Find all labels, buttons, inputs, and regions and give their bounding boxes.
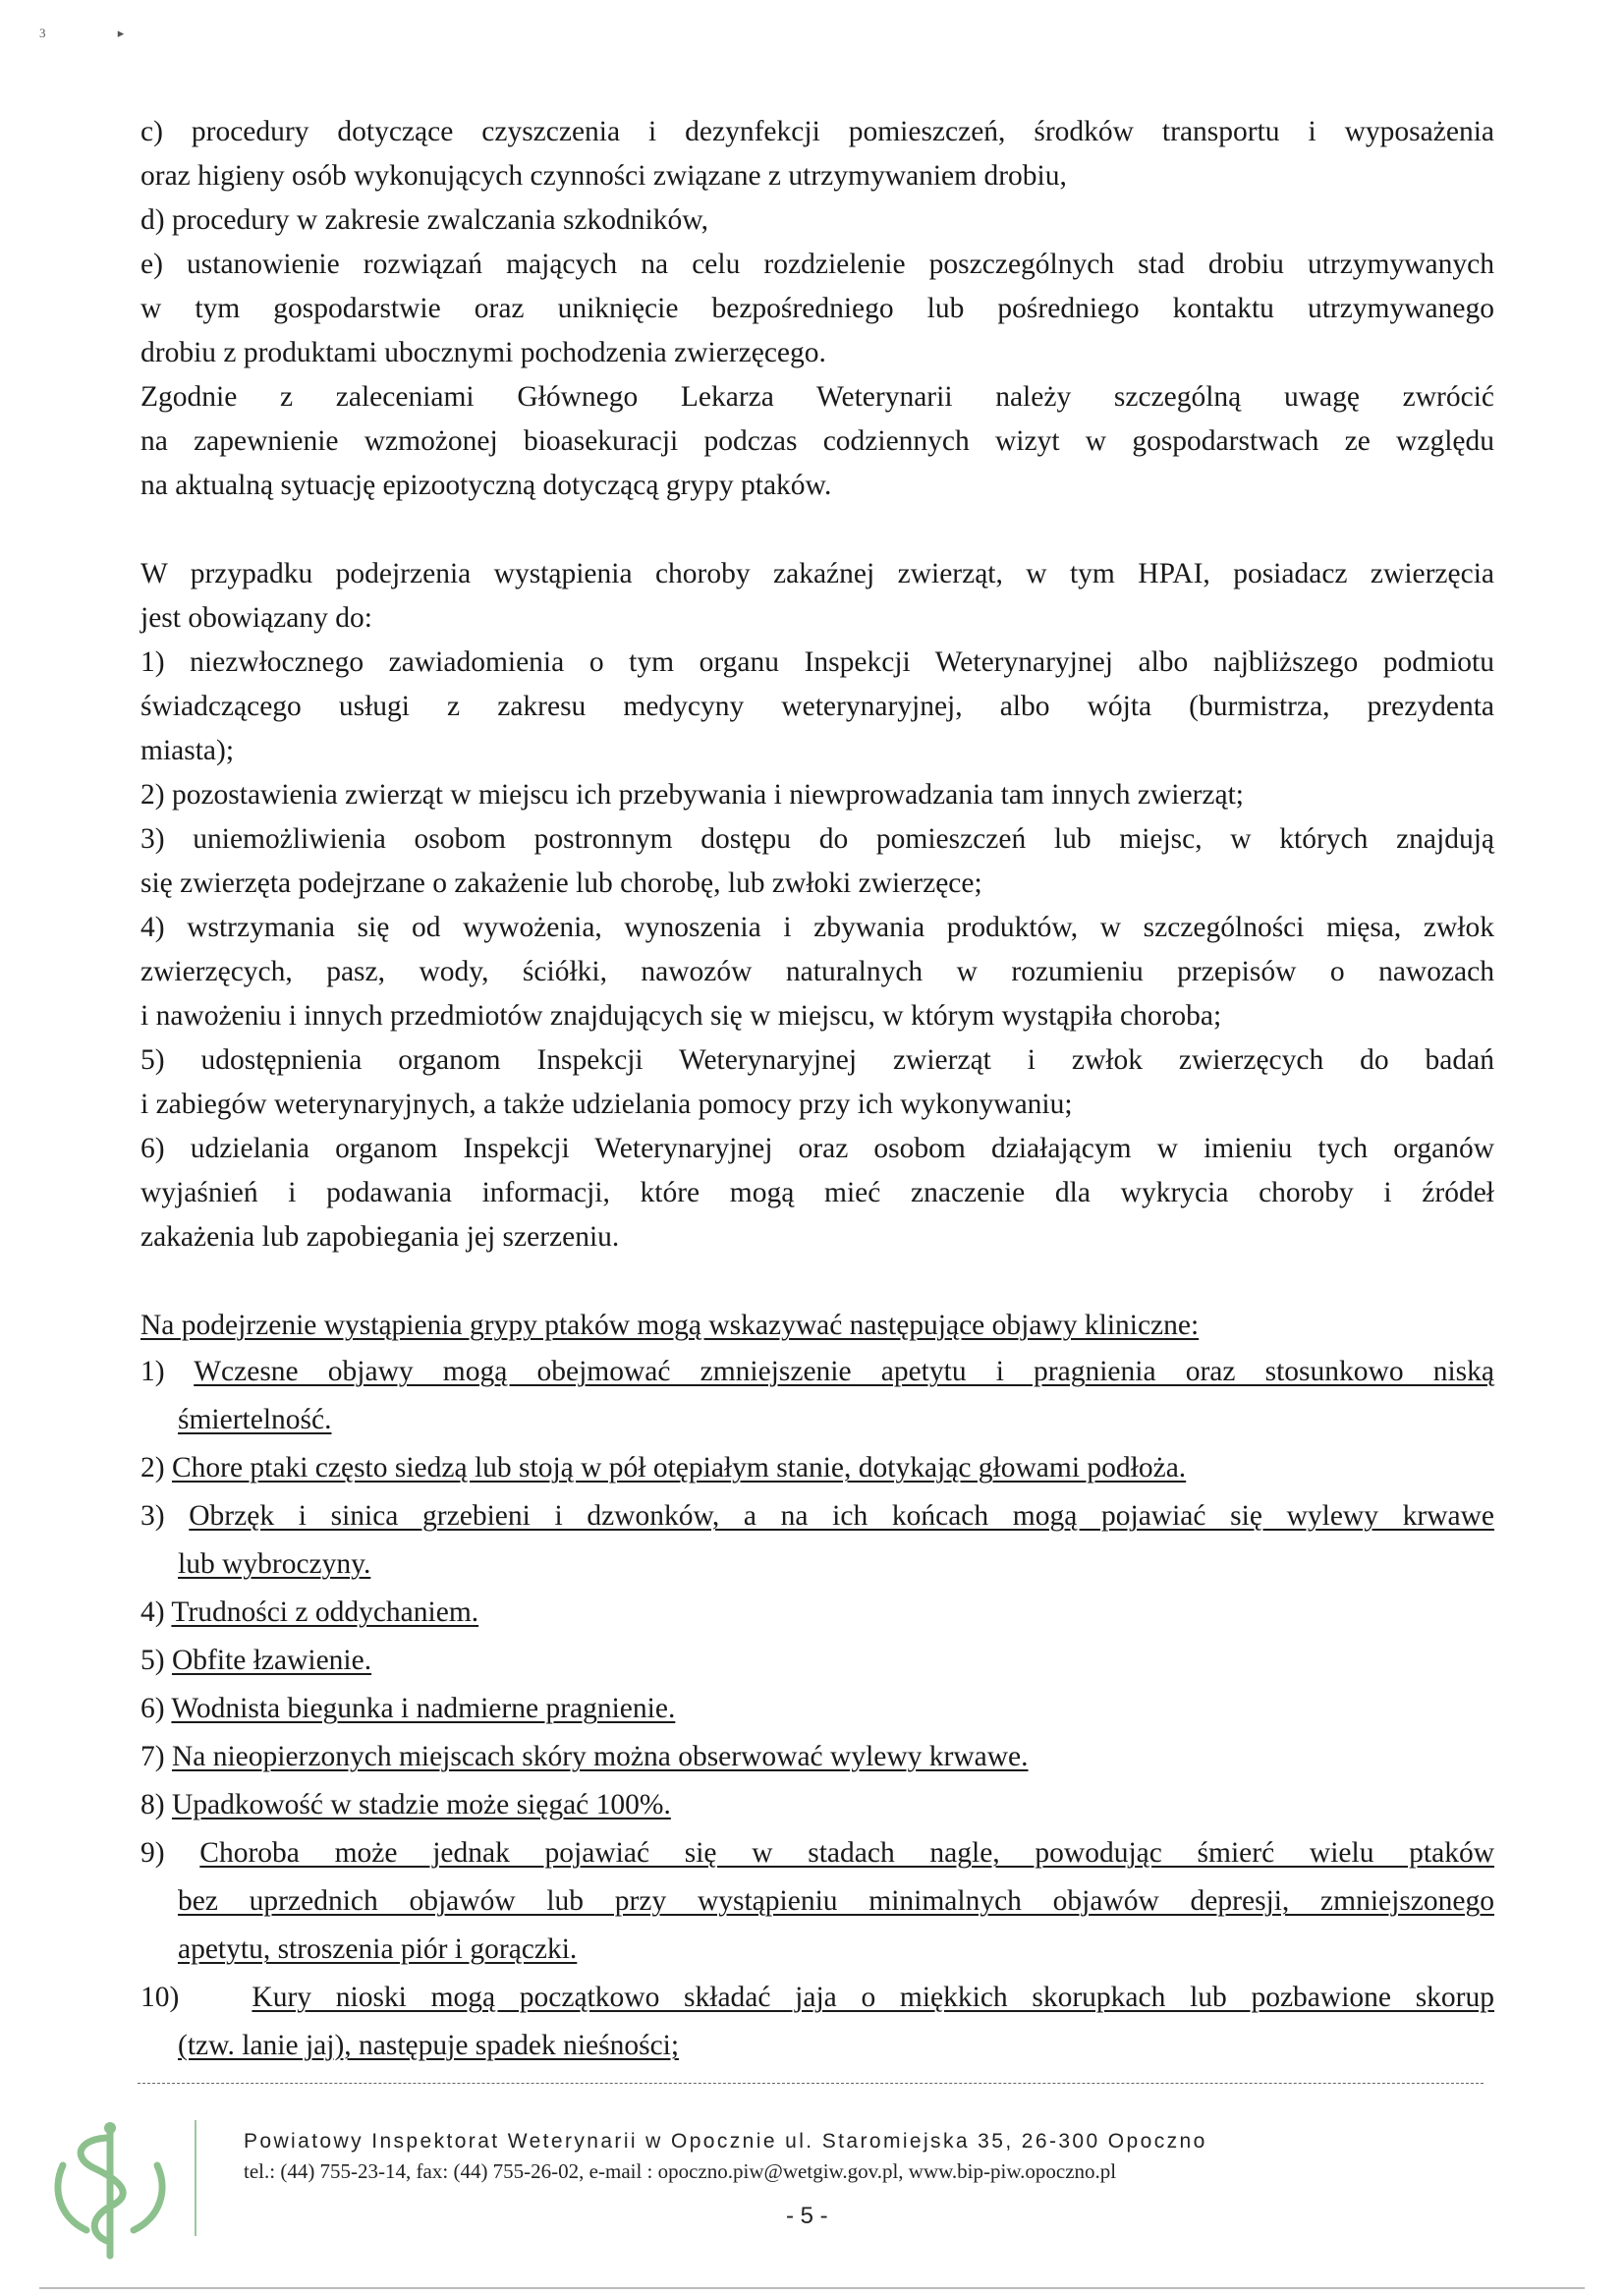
text-line: oraz higieny osób wykonujących czynności związane z utrzymywaniem drobiu, bbox=[140, 160, 1067, 192]
list-item-number: 5) bbox=[140, 1645, 165, 1676]
list-item bbox=[140, 1685, 1494, 1733]
page-number: - 5 - bbox=[786, 2203, 828, 2229]
list-item bbox=[140, 1781, 1494, 1829]
list-item-text: śmiertelność. bbox=[178, 1404, 332, 1435]
text-line: miasta); bbox=[140, 735, 235, 766]
list-item-continuation bbox=[140, 1877, 1494, 1926]
corner-mark-2: ▸ bbox=[117, 26, 125, 40]
clinical-signs-heading: Na podejrzenie wystąpienia grypy ptaków mogą wskazywać następujące objawy kliniczne: bbox=[140, 1310, 1200, 1341]
text-line: na aktualną sytuację epizootyczną dotyczącą grypy ptaków. bbox=[140, 470, 832, 501]
list-item-number: 6) bbox=[140, 1693, 165, 1724]
page-footer bbox=[0, 2081, 1624, 2295]
list-item-text: Upadkowość w stadzie może sięgać 100%. bbox=[171, 1789, 671, 1820]
list-item-continuation bbox=[140, 1396, 1494, 1444]
footer-contact: tel.: (44) 755-23-14, fax: (44) 755-26-02, e-mail : opoczno.piw@wetgiw.gov.pl, www.bip-piw.opoczno.pl bbox=[244, 2159, 1117, 2183]
page-corner-marks bbox=[39, 26, 193, 41]
list-item-text: Obrzęk i sinica grzebieni i dzwonków, a na ich końcach mogą pojawiać się wylewy krwawe bbox=[189, 1500, 1495, 1532]
text-line: na zapewnienie wzmożonej bioasekuracji podczas codziennych wizyt w gospodarstwach ze względu bbox=[140, 425, 1494, 457]
list-item-continuation bbox=[140, 1540, 1494, 1589]
text-line: w tym gospodarstwie oraz uniknięcie bezpośredniego lub pośredniego kontaktu utrzymywanego bbox=[140, 293, 1494, 324]
footer-divider bbox=[138, 2083, 1484, 2084]
list-item-continuation bbox=[140, 2022, 1494, 2070]
list-item-number: 7) bbox=[140, 1741, 165, 1772]
text-line: 4) wstrzymania się od wywożenia, wynoszenia i zbywania produktów, w szczególności mięsa, zwłok bbox=[140, 912, 1494, 943]
list-item bbox=[140, 1829, 1494, 1877]
text-line: zakażenia lub zapobiegania jej szerzeniu. bbox=[140, 1221, 620, 1253]
list-item-number: 8) bbox=[140, 1789, 165, 1820]
text-line: świadczącego usługi z zakresu medycyny weterynaryjnej, albo wójta (burmistrza, prezydenta bbox=[140, 691, 1494, 722]
list-item-number: 2) bbox=[140, 1452, 165, 1483]
text-line: wyjaśnień i podawania informacji, które mogą mieć znaczenie dla wykrycia choroby i źródeł bbox=[140, 1177, 1494, 1208]
text-line: się zwierzęta podejrzane o zakażenie lub chorobę, lub zwłoki zwierzęce; bbox=[140, 868, 982, 899]
list-item-text: Wodnista biegunka i nadmierne pragnienie. bbox=[171, 1693, 676, 1724]
text-line: c) procedury dotyczące czyszczenia i dezynfekcji pomieszczeń, środków transportu i wyposażenia bbox=[140, 116, 1494, 147]
list-item-text: Trudności z oddychaniem. bbox=[171, 1596, 479, 1628]
list-item-continuation bbox=[140, 1926, 1494, 1974]
text-line: drobiu z produktami ubocznymi pochodzenia zwierzęcego. bbox=[140, 337, 826, 368]
list-item bbox=[140, 1348, 1494, 1396]
footer-separator bbox=[195, 2120, 196, 2236]
list-item-text: lub wybroczyny. bbox=[178, 1548, 371, 1580]
text-line: 1) niezwłocznego zawiadomienia o tym organu Inspekcji Weterynaryjnej albo najbliższego podmiotu bbox=[140, 646, 1494, 678]
text-line: i zabiegów weterynaryjnych, a także udzielania pomocy przy ich wykonywaniu; bbox=[140, 1089, 1073, 1120]
list-item-number: 10) bbox=[140, 1982, 180, 2013]
list-item-text: (tzw. lanie jaj), następuje spadek nieśności; bbox=[178, 2030, 680, 2061]
text-line: W przypadku podejrzenia wystąpienia choroby zakaźnej zwierząt, w tym HPAI, posiadacz zwierzęcia bbox=[140, 558, 1494, 589]
text-line: d) procedury w zakresie zwalczania szkodników, bbox=[140, 204, 709, 236]
text-line: 5) udostępnienia organom Inspekcji Weterynaryjnej zwierząt i zwłok zwierzęcych do badań bbox=[140, 1044, 1494, 1076]
list-item-number: 4) bbox=[140, 1596, 165, 1628]
page-bottom-edge bbox=[39, 2287, 1585, 2289]
section-biosecurity-procedures bbox=[140, 110, 1494, 508]
corner-mark-1: 3 bbox=[39, 26, 46, 40]
list-item-number: 1) bbox=[140, 1356, 165, 1387]
list-item-number: 3) bbox=[140, 1500, 165, 1532]
list-item bbox=[140, 1444, 1494, 1492]
list-item-text: apetytu, stroszenia piór i gorączki. bbox=[178, 1933, 578, 1965]
list-item-text: Obfite łzawienie. bbox=[171, 1645, 372, 1676]
list-item-number: 9) bbox=[140, 1837, 165, 1869]
text-line: 2) pozostawienia zwierząt w miejscu ich przebywania i niewprowadzania tam innych zwierząt; bbox=[140, 779, 1244, 811]
text-line: zwierzęcych, pasz, wody, ściółki, nawozów naturalnych w rozumieniu przepisów o nawozach bbox=[140, 956, 1494, 987]
list-item-text: Kury nioski mogą początkowo składać jaja o miękkich skorupkach lub pozbawione skorup bbox=[252, 1982, 1494, 2013]
list-item bbox=[140, 1589, 1494, 1637]
section-owner-obligations bbox=[140, 552, 1494, 1259]
document-body bbox=[140, 110, 1494, 2070]
text-line: jest obowiązany do: bbox=[140, 602, 372, 634]
list-item-text: Chore ptaki często siedzą lub stoją w pół otępiałym stanie, dotykając głowami podłoża. bbox=[171, 1452, 1187, 1483]
list-item-text: Wczesne objawy mogą obejmować zmniejszenie apetytu i pragnienia oraz stosunkowo niską bbox=[194, 1356, 1494, 1387]
text-line: 6) udzielania organom Inspekcji Weterynaryjnej oraz osobom działającym w imieniu tych organów bbox=[140, 1133, 1494, 1164]
list-item bbox=[140, 1974, 1494, 2022]
text-line: i nawożeniu i innych przedmiotów znajdujących się w miejscu, w którym wystąpiła choroba; bbox=[140, 1000, 1222, 1032]
list-item bbox=[140, 1733, 1494, 1781]
list-item bbox=[140, 1492, 1494, 1540]
veterinary-caduceus-logo-icon bbox=[41, 2116, 179, 2264]
list-item-text: Na nieopierzonych miejscach skóry można obserwować wylewy krwawe. bbox=[171, 1741, 1029, 1772]
footer-address: Powiatowy Inspektorat Weterynarii w Opocznie ul. Staromiejska 35, 26-300 Opoczno bbox=[244, 2130, 1207, 2153]
text-line: 3) uniemożliwienia osobom postronnym dostępu do pomieszczeń lub miejsc, w których znajdują bbox=[140, 823, 1494, 855]
text-line: e) ustanowienie rozwiązań mających na celu rozdzielenie poszczególnych stad drobiu utrzymywanych bbox=[140, 249, 1494, 280]
list-item-text: bez uprzednich objawów lub przy wystąpieniu minimalnych objawów depresji, zmniejszonego bbox=[178, 1885, 1494, 1917]
text-line: Zgodnie z zaleceniami Głównego Lekarza Weterynarii należy szczególną uwagę zwrócić bbox=[140, 381, 1494, 413]
clinical-signs-list bbox=[140, 1348, 1494, 2070]
list-item bbox=[140, 1637, 1494, 1685]
list-item-text: Choroba może jednak pojawiać się w stadach nagle, powodując śmierć wielu ptaków bbox=[199, 1837, 1495, 1869]
